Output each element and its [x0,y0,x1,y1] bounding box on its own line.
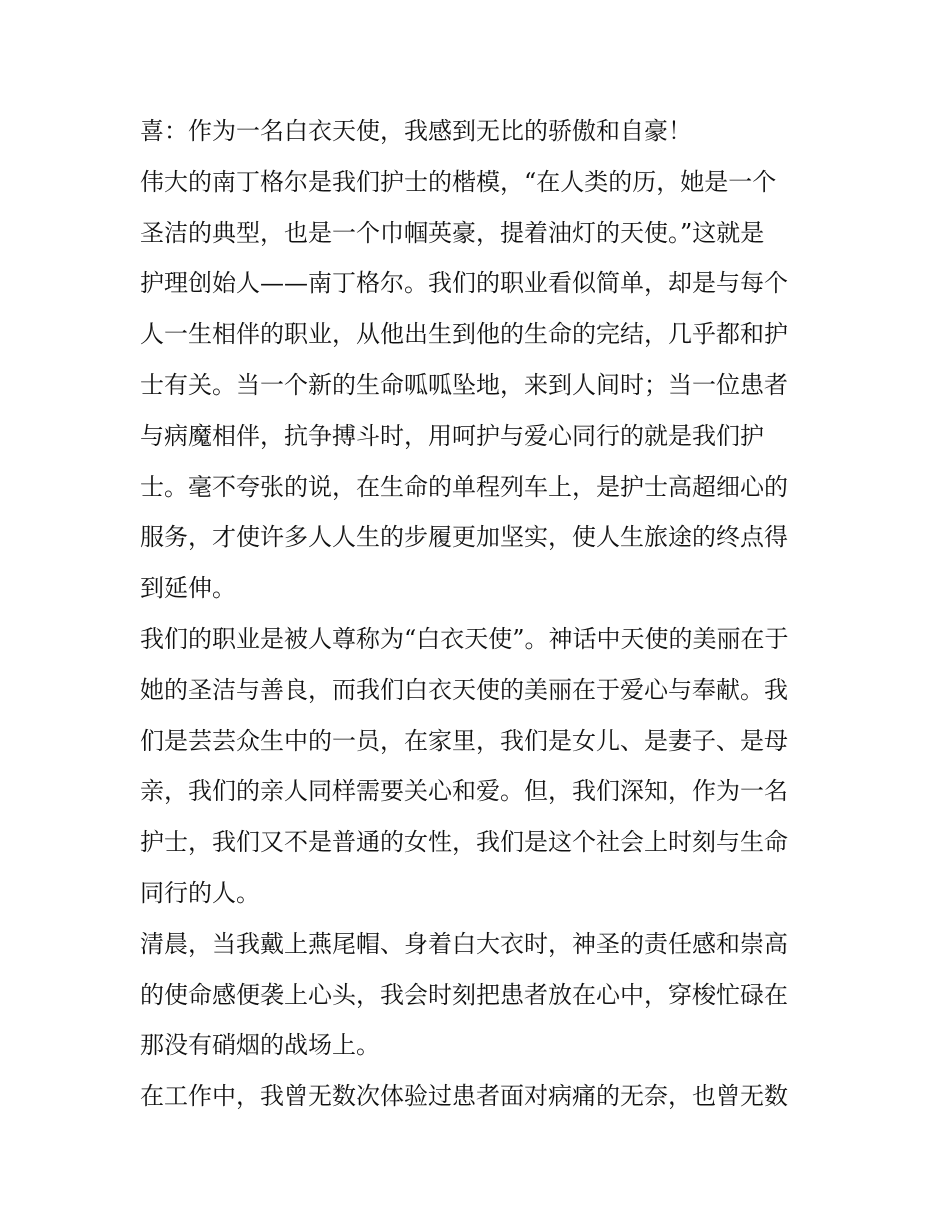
text-line: 服务，才使许多人人生的步履更加坚实，使人生旅途的终点得 [140,523,788,552]
text-line: 到延伸。 [140,574,236,603]
text-line: 她的圣洁与善良，而我们白衣天使的美丽在于爱心与奉献。我 [140,675,788,704]
text-line: 在工作中，我曾无数次体验过患者面对病痛的无奈，也曾无数 [140,1082,788,1111]
text-line: 亲，我们的亲人同样需要关心和爱。但，我们深知，作为一名 [140,777,788,806]
text-line: 那没有硝烟的战场上。 [140,1031,380,1060]
text-line: 与病魔相伴，抗争搏斗时，用呵护与爱心同行的就是我们护 [140,421,764,450]
text-line: 士有关。当一个新的生命呱呱坠地，来到人间时；当一位患者 [140,370,788,399]
document-body-text [140,106,820,1122]
text-line: 伟大的南丁格尔是我们护士的楷模，“在人类的历，她是一个 [140,167,777,196]
text-line: 喜：作为一名白衣天使，我感到无比的骄傲和自豪！ [140,117,692,145]
text-line: 清晨，当我戴上燕尾帽、身着白大衣时，神圣的责任感和崇高 [140,929,788,958]
text-line: 的使命感便袭上心头，我会时刻把患者放在心中，穿梭忙碌在 [140,980,788,1009]
text-line: 护士，我们又不是普通的女性，我们是这个社会上时刻与生命 [140,828,788,857]
text-line: 圣洁的典型，也是一个巾帼英豪，提着油灯的天使。”这就是 [140,218,765,247]
text-line: 同行的人。 [140,878,260,907]
text-line: 护理创始人——南丁格尔。我们的职业看似简单，却是与每个 [140,269,788,298]
text-line: 士。毫不夸张的说，在生命的单程列车上，是护士高超细心的 [140,472,788,501]
text-line: 我们的职业是被人尊称为“白衣天使”。神话中天使的美丽在于 [140,624,789,653]
text-line: 们是芸芸众生中的一员，在家里，我们是女儿、是妻子、是母 [140,726,788,755]
text-line: 人一生相伴的职业，从他出生到他的生命的完结，几乎都和护 [140,320,788,349]
